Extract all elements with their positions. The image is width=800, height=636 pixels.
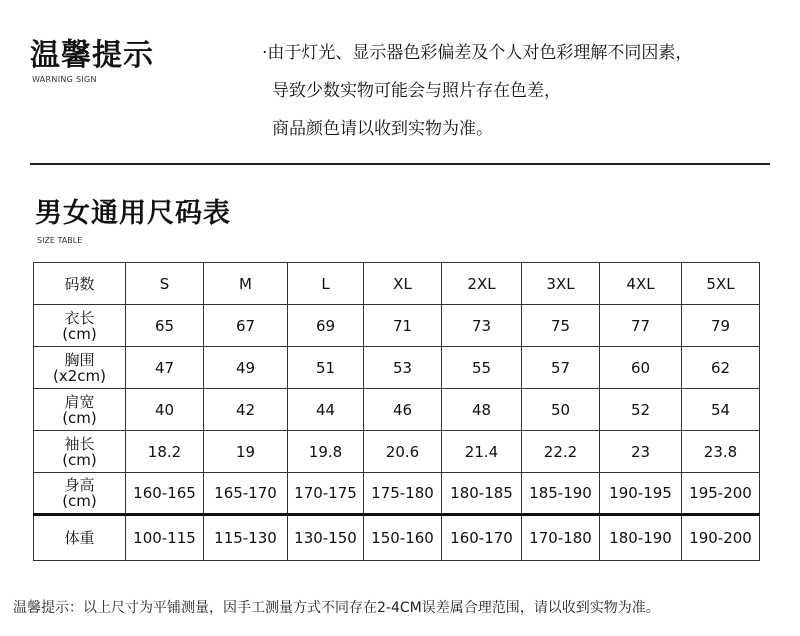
table-cell: 67 [204, 305, 288, 347]
table-cell: 23 [600, 431, 682, 473]
table-cell: 100-115 [126, 515, 204, 561]
table-cell: 46 [364, 389, 442, 431]
table-cell: 69 [288, 305, 364, 347]
table-cell: 60 [600, 347, 682, 389]
table-cell: 190-195 [600, 473, 682, 515]
row-label [34, 473, 126, 515]
header-cell: 3XL [522, 263, 600, 305]
table-cell: 185-190 [522, 473, 600, 515]
footer-note: 温馨提示：以上尺寸为平铺测量，因手工测量方式不同存在2-4CM误差属合理范围，请以收到实物为准。 [13, 600, 660, 616]
table-cell: 165-170 [204, 473, 288, 515]
table-cell: 40 [126, 389, 204, 431]
table-cell: 195-200 [682, 473, 760, 515]
table-cell: 57 [522, 347, 600, 389]
table-cell: 53 [364, 347, 442, 389]
header-cell: L [288, 263, 364, 305]
table-row [34, 389, 760, 431]
row-label-text: 体重 [64, 529, 95, 547]
row-label-text: 身高 [64, 476, 95, 494]
table-cell: 71 [364, 305, 442, 347]
header-cell: 2XL [442, 263, 522, 305]
table-cell: 160-165 [126, 473, 204, 515]
table-cell: 50 [522, 389, 600, 431]
table-cell: 19.8 [288, 431, 364, 473]
table-row [34, 305, 760, 347]
notice-line: ·由于灯光、显示器色彩偏差及个人对色彩理解不同因素， [262, 43, 693, 63]
table-cell: 19 [204, 431, 288, 473]
table-cell: 75 [522, 305, 600, 347]
table-cell: 44 [288, 389, 364, 431]
table-cell: 170-175 [288, 473, 364, 515]
row-label [34, 389, 126, 431]
table-cell: 54 [682, 389, 760, 431]
row-label-unit: (cm) [62, 408, 97, 427]
table-row [34, 347, 760, 389]
notice-body [262, 34, 692, 148]
row-label [34, 515, 126, 561]
row-label-unit: (cm) [62, 492, 97, 510]
table-cell: 48 [442, 389, 522, 431]
table-row [34, 431, 760, 473]
table-header-row [34, 263, 760, 305]
row-label [34, 347, 126, 389]
header-cell: S [126, 263, 204, 305]
row-label-unit: (cm) [62, 450, 97, 469]
table-cell: 52 [600, 389, 682, 431]
table-cell: 79 [682, 305, 760, 347]
size-table [33, 262, 760, 561]
table-cell: 150-160 [364, 515, 442, 561]
header-cell: 码数 [34, 263, 126, 305]
header-cell: XL [364, 263, 442, 305]
table-cell: 73 [442, 305, 522, 347]
table-cell: 49 [204, 347, 288, 389]
table-cell: 62 [682, 347, 760, 389]
notice-line: 导致少数实物可能会与照片存在色差， [272, 81, 561, 101]
table-cell: 42 [204, 389, 288, 431]
table-cell: 160-170 [442, 515, 522, 561]
notice-line: 商品颜色请以收到实物为准。 [272, 119, 493, 139]
row-label [34, 305, 126, 347]
table-cell: 190-200 [682, 515, 760, 561]
table-cell: 23.8 [682, 431, 760, 473]
table-cell: 175-180 [364, 473, 442, 515]
notice-title: 温馨提示 [30, 38, 154, 73]
table-cell: 20.6 [364, 431, 442, 473]
table-row [34, 515, 760, 561]
table-cell: 65 [126, 305, 204, 347]
table-cell: 22.2 [522, 431, 600, 473]
row-label-text: 胸围 [64, 350, 95, 369]
row-label-unit: (x2cm) [53, 366, 106, 385]
table-row [34, 473, 760, 515]
table-cell: 47 [126, 347, 204, 389]
row-label-text: 肩宽 [64, 392, 95, 411]
row-label [34, 431, 126, 473]
header-cell: M [204, 263, 288, 305]
row-label-text: 袖长 [64, 434, 95, 453]
table-cell: 18.2 [126, 431, 204, 473]
table-cell: 180-185 [442, 473, 522, 515]
table-title: 男女通用尺码表 [35, 198, 231, 229]
table-cell: 51 [288, 347, 364, 389]
table-cell: 130-150 [288, 515, 364, 561]
row-label-text: 衣长 [64, 308, 95, 327]
table-cell: 170-180 [522, 515, 600, 561]
table-cell: 77 [600, 305, 682, 347]
section-divider [30, 163, 770, 165]
table-cell: 21.4 [442, 431, 522, 473]
table-subtitle: SIZE TABLE [37, 236, 83, 245]
header-cell: 4XL [600, 263, 682, 305]
row-label-unit: (cm) [62, 324, 97, 343]
notice-subtitle: WARNING SIGN [32, 75, 97, 84]
table-cell: 55 [442, 347, 522, 389]
table-cell: 115-130 [204, 515, 288, 561]
header-cell: 5XL [682, 263, 760, 305]
table-cell: 180-190 [600, 515, 682, 561]
